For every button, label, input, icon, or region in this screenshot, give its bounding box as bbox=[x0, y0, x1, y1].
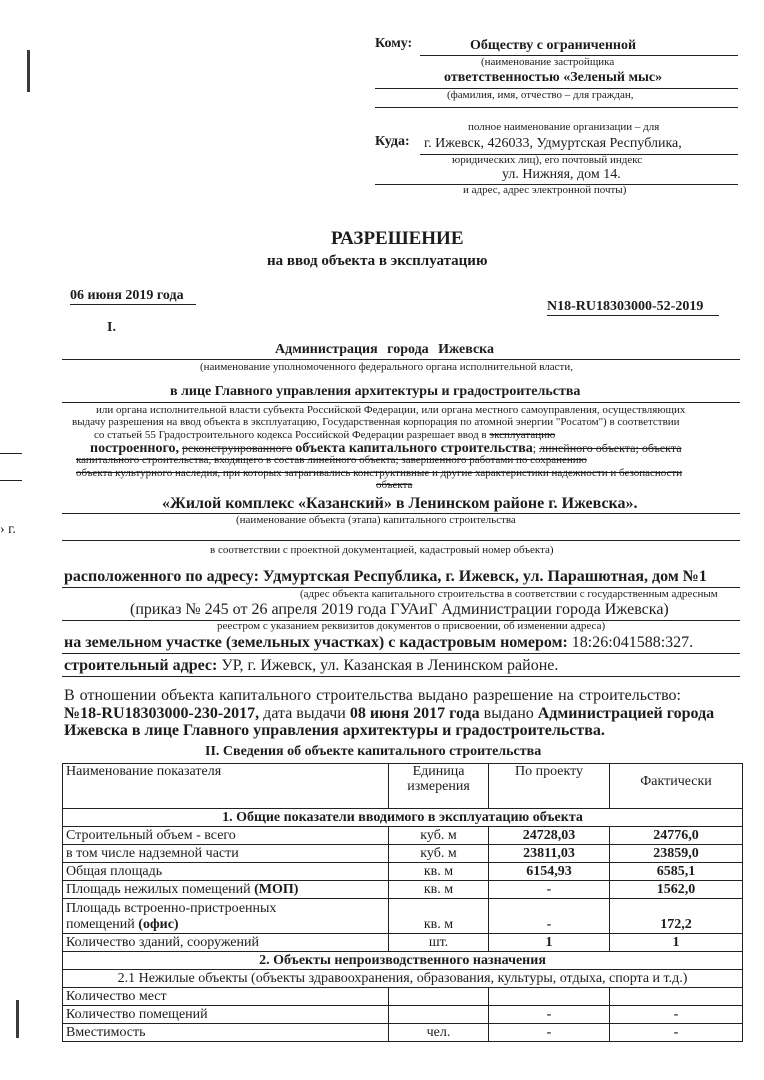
header-unit-l1: Единица bbox=[412, 764, 465, 779]
row-name: Строительный объем - всего bbox=[63, 827, 389, 845]
row-name-l2b: (офис) bbox=[138, 917, 179, 932]
permit-ref-date: 08 июня 2017 года bbox=[349, 705, 480, 722]
construction-address-label: строительный адрес: bbox=[64, 657, 218, 674]
authority-hint4-text: со статьей 55 Градостроительного кодекса Российской Федерации разрешает ввод в bbox=[94, 429, 487, 441]
table-row bbox=[63, 1006, 743, 1024]
row-fact: - bbox=[610, 1024, 743, 1042]
row-fact: 24776,0 bbox=[610, 827, 743, 845]
table-row bbox=[63, 1024, 743, 1042]
row-unit bbox=[389, 1006, 489, 1024]
authority-department: в лице Главного управления архитектуры и градостроительства bbox=[170, 384, 581, 399]
table-group-row bbox=[63, 952, 743, 970]
margin-line-1 bbox=[0, 453, 22, 454]
date-underline bbox=[70, 304, 196, 305]
margin-fragment: › г. bbox=[0, 522, 16, 537]
komu-label: Кому: bbox=[375, 36, 413, 51]
row-unit: куб. м bbox=[389, 827, 489, 845]
row-name: Общая площадь bbox=[63, 863, 389, 881]
permit-number: N18-RU18303000-52-2019 bbox=[547, 299, 704, 314]
construction-underline bbox=[62, 676, 740, 677]
recipient-address-line1: г. Ижевск, 426033, Удмуртская Республика, bbox=[424, 136, 682, 151]
row-fact: - bbox=[610, 1006, 743, 1024]
authority-hint2: или органа исполнительной власти субъекта Российской Федерации, или органа местного самоуправления, осуществляющих bbox=[96, 404, 686, 416]
table-row bbox=[63, 899, 743, 934]
permit-ref-issuer: Администрацией города bbox=[537, 705, 715, 722]
row-fact: 6585,1 bbox=[610, 863, 743, 881]
header-indicator-name: Наименование показателя bbox=[63, 764, 389, 809]
group-2-title: 2. Объекты непроизводственного назначения bbox=[63, 952, 743, 970]
permit-line1: В отношении объекта капитального строительства выдано разрешение на строительство: bbox=[64, 687, 681, 704]
row-plan: - bbox=[489, 881, 610, 899]
kuda-label: Куда: bbox=[375, 134, 410, 149]
row-plan: - bbox=[489, 899, 610, 934]
margin-line-2 bbox=[0, 480, 22, 481]
row-name-l1: Площадь встроенно-пристроенных bbox=[66, 901, 277, 916]
table-row bbox=[63, 934, 743, 952]
body1-struck2: линейного объекта; объекта bbox=[539, 441, 682, 455]
land-plot bbox=[64, 634, 693, 652]
recipient-hint3: полное наименование организации – для bbox=[468, 121, 660, 133]
row-fact: 1562,0 bbox=[610, 881, 743, 899]
table-group-row bbox=[63, 809, 743, 827]
table-row bbox=[63, 881, 743, 899]
permit-ref-text2: выдано bbox=[479, 705, 538, 722]
row-name-l2a: помещений bbox=[66, 917, 139, 932]
table-row bbox=[63, 827, 743, 845]
row-name: в том числе надземной части bbox=[63, 845, 389, 863]
document-title: РАЗРЕШЕНИЕ bbox=[331, 228, 464, 249]
object-hint2: в соответствии с проектной документацией, кадастровый номер объекта) bbox=[210, 544, 554, 556]
authority-body-line4: объекта bbox=[376, 479, 413, 491]
authority-hint4 bbox=[94, 429, 555, 441]
recipient-hint4: юридических лиц), его почтовый индекс bbox=[452, 154, 643, 166]
table-row bbox=[63, 863, 743, 881]
body1-rest: ; bbox=[532, 441, 537, 455]
number-underline bbox=[547, 315, 719, 316]
section-1-marker: I. bbox=[107, 320, 116, 335]
address-hint: (адрес объекта капитального строительства в соответствии с государственным адресным bbox=[300, 588, 718, 600]
row-name: Количество зданий, сооружений bbox=[63, 934, 389, 952]
table-header-row bbox=[63, 764, 743, 809]
row-plan: - bbox=[489, 1024, 610, 1042]
permit-ref-text1: дата выдачи bbox=[259, 705, 350, 722]
row-plan: - bbox=[489, 1006, 610, 1024]
recipient-name-line2: ответственностью «Зеленый мыс» bbox=[444, 70, 663, 85]
group-1-title: 1. Общие показатели вводимого в эксплуатацию объекта bbox=[63, 809, 743, 827]
row-name: Вместимость bbox=[63, 1024, 389, 1042]
row-fact: 23859,0 bbox=[610, 845, 743, 863]
object-indicators-table bbox=[62, 763, 743, 1042]
department-underline bbox=[62, 402, 740, 403]
recipient-name-line1: Обществу с ограниченной bbox=[470, 38, 637, 53]
land-underline bbox=[62, 653, 740, 654]
issue-date: 06 июня 2019 года bbox=[70, 288, 184, 303]
authority-hint4-struck: эксплуатацию bbox=[489, 429, 556, 441]
permit-line2 bbox=[64, 705, 714, 723]
row-plan: 23811,03 bbox=[489, 845, 610, 863]
authority-body-line2: капитального строительства, входящего в состав линейного объекта; завершенного работами по сохранению bbox=[76, 454, 587, 466]
header-unit-l2: измерения bbox=[407, 779, 470, 794]
row-unit: шт. bbox=[389, 934, 489, 952]
land-cadastral-number: 18:26:041588:327. bbox=[571, 634, 694, 651]
header-unit bbox=[389, 764, 489, 809]
body1-bold: построенного, bbox=[90, 441, 179, 456]
table-row bbox=[63, 988, 743, 1006]
address-value: Удмуртская Республика, г. Ижевск, ул. Парашютная, дом №1 bbox=[262, 568, 707, 585]
row-unit bbox=[389, 988, 489, 1006]
body1-bold2: объекта капитального строительства bbox=[295, 441, 533, 456]
row-unit: кв. м bbox=[389, 863, 489, 881]
row-unit: куб. м bbox=[389, 845, 489, 863]
construction-address bbox=[64, 657, 558, 675]
scan-edge-mark-bottom bbox=[16, 1000, 19, 1038]
row-plan: 1 bbox=[489, 934, 610, 952]
address-order: (приказ № 245 от 26 апреля 2019 года ГУАиГ Администрации города Ижевска) bbox=[130, 601, 669, 618]
authority-hint1: (наименование уполномоченного федерального органа исполнительной власти, bbox=[200, 361, 574, 373]
recipient-hint1: (наименование застройщика bbox=[481, 56, 615, 68]
header-fact: Фактически bbox=[610, 764, 743, 809]
section-2-title: II. Сведения об объекте капитального строительства bbox=[205, 744, 542, 759]
document-subtitle: на ввод объекта в эксплуатацию bbox=[267, 253, 488, 269]
authority-body-line3: объекта культурного наследия, при которых затрагивались конструктивные и другие характеристики надежности и безопасности bbox=[76, 467, 683, 479]
object-address bbox=[64, 568, 707, 586]
scan-edge-mark-top bbox=[27, 50, 30, 92]
body1-struck: реконструированного bbox=[181, 441, 293, 455]
row-name: Количество помещений bbox=[63, 1006, 389, 1024]
land-label: на земельном участке (земельных участках) с кадастровым номером: bbox=[64, 634, 568, 651]
address-hint2: реестром с указанием реквизитов документов о присвоении, об изменении адреса) bbox=[217, 620, 606, 632]
row-plan bbox=[489, 988, 610, 1006]
subgroup-2-1-title: 2.1 Нежилые объекты (объекты здравоохранения, образования, культуры, отдыха, спорта и т.д.) bbox=[63, 970, 743, 988]
row-plan: 6154,93 bbox=[489, 863, 610, 881]
row-unit: кв. м bbox=[389, 899, 489, 934]
row-name bbox=[63, 899, 389, 934]
row-fact: 1 bbox=[610, 934, 743, 952]
row-name-a: Площадь нежилых помещений bbox=[66, 882, 255, 897]
table-subgroup-row bbox=[63, 970, 743, 988]
recipient-address-line2: ул. Нижняя, дом 14. bbox=[502, 167, 621, 182]
authority-hint3: выдачу разрешения на ввод объекта в эксплуатацию, Государственная корпорация по атомной энергии "Росатом") в соответствии bbox=[72, 416, 680, 428]
row-unit: кв. м bbox=[389, 881, 489, 899]
object-name: «Жилой комплекс «Казанский» в Ленинском районе г. Ижевска». bbox=[162, 495, 638, 512]
table-row bbox=[63, 845, 743, 863]
authority-underline bbox=[62, 359, 740, 360]
object-hint1: (наименование объекта (этапа) капитального строительства bbox=[236, 514, 516, 526]
header-plan: По проекту bbox=[489, 764, 610, 809]
authority-name: Администрация города Ижевска bbox=[275, 342, 495, 357]
row-name-b: (МОП) bbox=[254, 882, 299, 897]
permit-ref-number: №18-RU18303000-230-2017, bbox=[64, 705, 260, 722]
row-name: Количество мест bbox=[63, 988, 389, 1006]
row-fact bbox=[610, 988, 743, 1006]
address-label: расположенного по адресу: bbox=[64, 568, 259, 585]
row-plan: 24728,03 bbox=[489, 827, 610, 845]
row-fact: 172,2 bbox=[610, 899, 743, 934]
row-name bbox=[63, 881, 389, 899]
permit-line3: Ижевска в лице Главного управления архитектуры и градостроительства. bbox=[64, 722, 605, 739]
construction-address-value: УР, г. Ижевск, ул. Казанская в Ленинском районе. bbox=[221, 657, 559, 674]
recipient-underline-3 bbox=[375, 107, 738, 108]
row-unit: чел. bbox=[389, 1024, 489, 1042]
recipient-hint2: (фамилия, имя, отчество – для граждан, bbox=[447, 89, 634, 101]
object-blank-underline bbox=[62, 540, 740, 541]
recipient-hint5: и адрес, адрес электронной почты) bbox=[463, 184, 627, 196]
